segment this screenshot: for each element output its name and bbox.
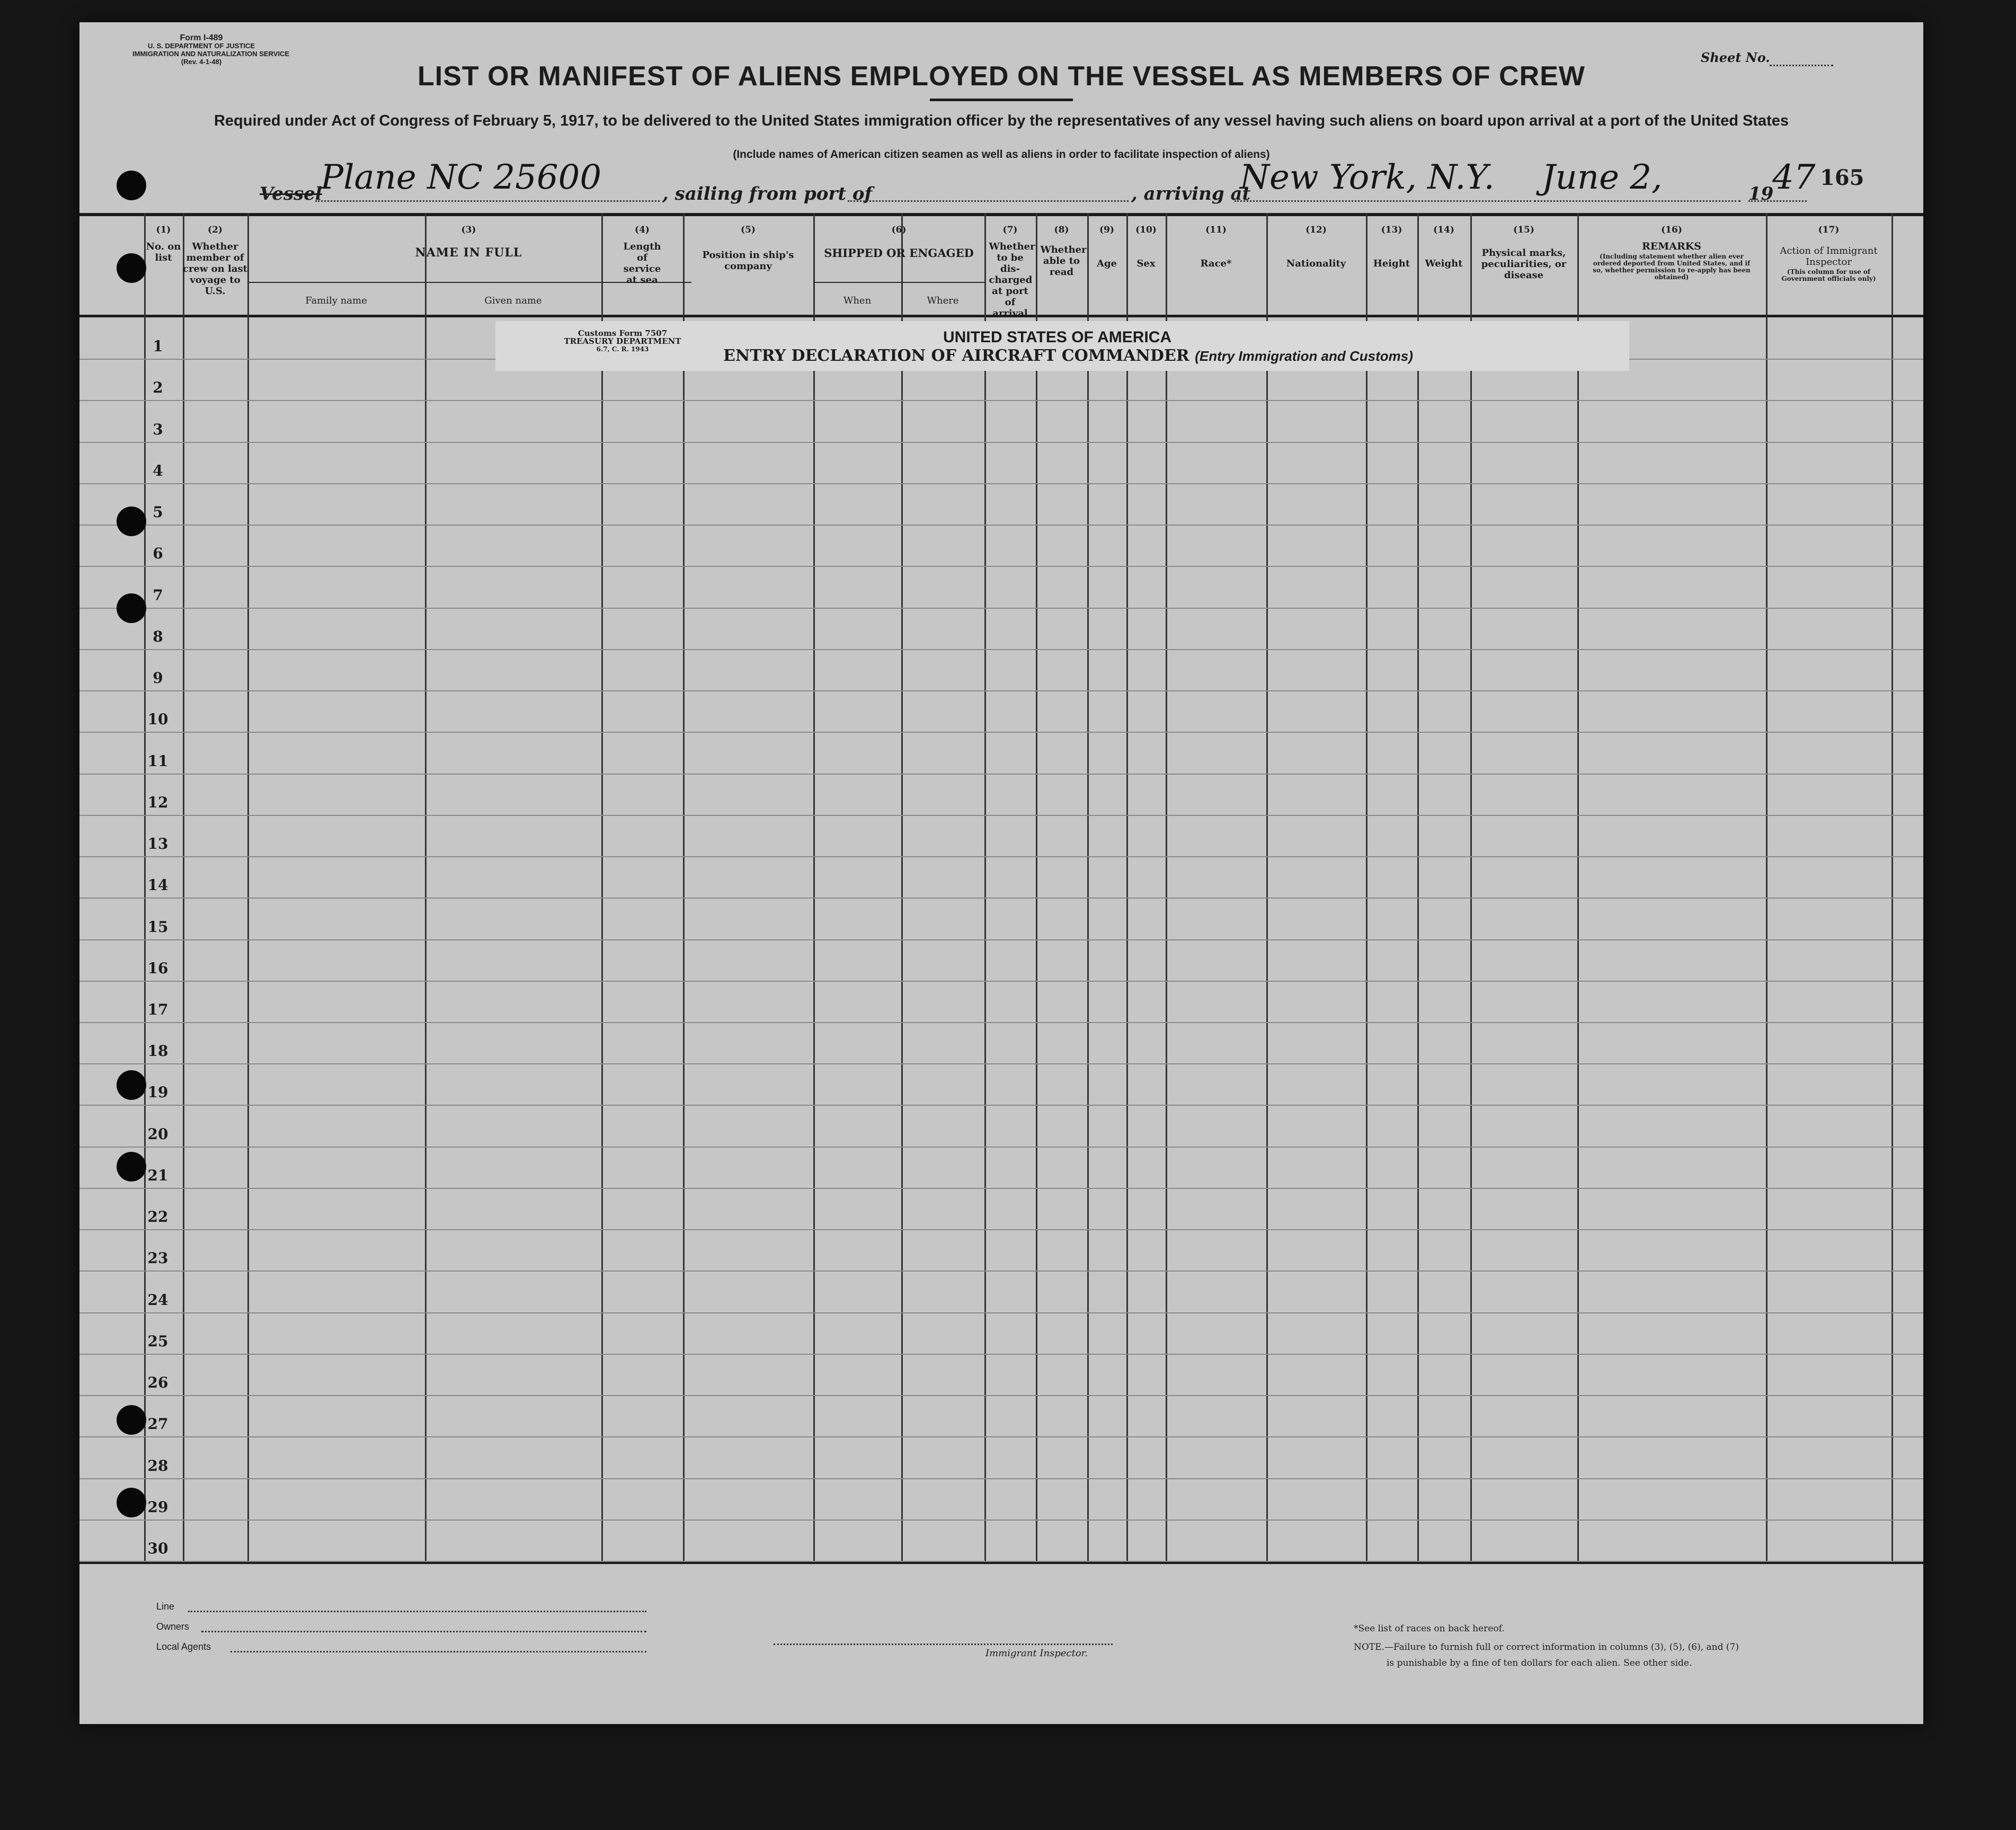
row-number: 21: [147, 1167, 168, 1184]
arriving-at-label: , arriving at: [1131, 183, 1251, 205]
column-header-discharged: (7) Whether to be dis-charged at port of arrival: [989, 225, 1035, 319]
instruction-note: (Include names of American citizen seamen as well as aliens in order to facilitate inspection of aliens): [733, 148, 1270, 161]
punch-hole: [117, 1405, 146, 1435]
row-rule: [79, 1478, 1923, 1479]
year-prefix: 19: [1748, 183, 1774, 205]
owners-field: [201, 1631, 646, 1632]
row-number: 9: [153, 669, 163, 687]
column-header-nationality: (12) Nationality: [1286, 225, 1346, 269]
row-rule: [79, 1312, 1923, 1313]
row-number: 24: [147, 1291, 168, 1309]
row-rule: [79, 400, 1923, 401]
arrival-date-line: [1534, 200, 1740, 202]
row-rule: [79, 1022, 1923, 1023]
column-divider: [1087, 213, 1089, 1562]
punch-hole: [117, 1070, 146, 1100]
column-divider: [247, 213, 249, 1562]
row-number: 20: [147, 1125, 168, 1143]
row-number: 28: [147, 1457, 168, 1474]
column-header-given-name: Given name: [484, 295, 542, 306]
column-header-remarks: (16) REMARKS (Including statement whether alien ever ordered deported from United States, and if so, whether permission to re-apply has been obtained): [1593, 225, 1751, 281]
punch-hole: [117, 1152, 146, 1181]
customs-dept: TREASURY DEPARTMENT: [564, 336, 681, 346]
row-rule: [79, 690, 1923, 691]
column-divider: [1266, 213, 1268, 1562]
row-number: 5: [153, 503, 163, 521]
row-number: 29: [147, 1498, 168, 1516]
row-rule: [79, 1271, 1923, 1272]
column-divider: [183, 213, 184, 1562]
title-underline: [930, 99, 1073, 101]
arrival-date-value: June 2,: [1542, 158, 1663, 197]
column-header-sex: (10) Sex: [1135, 225, 1157, 269]
row-number: 4: [153, 462, 163, 479]
column-header-age: (9) Age: [1096, 225, 1117, 269]
row-number: 12: [147, 794, 168, 811]
row-rule: [79, 608, 1923, 609]
page-title: LIST OR MANIFEST OF ALIENS EMPLOYED ON THE VESSEL AS MEMBERS OF CREW: [418, 61, 1585, 92]
row-number: 15: [147, 918, 168, 936]
revision-date: (Rev. 4-1-48): [181, 58, 222, 66]
column-header-position: (5) Position in ship's company: [702, 225, 794, 272]
form-number: Form I-489: [180, 33, 223, 42]
row-number: 23: [147, 1249, 168, 1267]
punch-hole: [117, 1488, 146, 1517]
row-rule: [79, 1188, 1923, 1189]
row-number: 14: [147, 876, 168, 894]
page-subtitle: Required under Act of Congress of February 5, 1917, to be delivered to the United States immigration officer by the representatives of any vessel having such aliens on board upon arrival at a port of the United States: [214, 112, 1789, 129]
column-divider: [601, 213, 603, 1562]
row-rule: [79, 981, 1923, 982]
row-rule: [79, 1520, 1923, 1521]
arriving-at-line: [1235, 200, 1531, 202]
column-header-list-no: (1) No. on list: [146, 225, 181, 263]
vessel-line: [315, 200, 660, 202]
row-number: 30: [147, 1540, 168, 1557]
row-rule: [79, 1063, 1923, 1064]
sailing-from-label: , sailing from port of: [662, 183, 873, 205]
sailing-from-line: [848, 200, 1129, 202]
column-divider: [1766, 213, 1768, 1562]
column-divider: [1577, 213, 1579, 1562]
penalty-note: NOTE.—Failure to furnish full or correct information in columns (3), (5), (6), and (7) is punishable by a fine of ten dollars for each alien. See other side.: [1354, 1642, 1739, 1668]
row-number: 27: [147, 1415, 168, 1433]
manifest-sheet: [79, 22, 1923, 1724]
stamp-heading: UNITED STATES OF AMERICA: [943, 328, 1172, 346]
row-rule: [79, 856, 1923, 857]
line-field: [188, 1611, 646, 1612]
row-number: 26: [147, 1374, 168, 1391]
customs-regulation: 6.7, C. R. 1943: [596, 345, 649, 353]
column-header-when: When: [843, 295, 872, 306]
row-rule: [79, 1354, 1923, 1355]
column-header-able-to-read: (8) Whether able to read: [1040, 225, 1087, 278]
row-rule: [79, 1229, 1923, 1230]
year-value: 47: [1772, 158, 1816, 197]
column-divider: [1366, 213, 1367, 1562]
table-top-rule: [79, 213, 1923, 216]
sheet-number-label: Sheet No.: [1701, 50, 1770, 65]
year-line: [1748, 200, 1807, 202]
race-footnote: *See list of races on back hereof.: [1354, 1623, 1505, 1634]
column-divider: [1891, 213, 1893, 1562]
row-rule: [79, 566, 1923, 567]
row-number: 10: [147, 710, 168, 728]
row-rule: [79, 1395, 1923, 1396]
owners-label: Owners: [156, 1621, 190, 1632]
column-header-physical-marks: (15) Physical marks, peculiarities, or disease: [1481, 225, 1567, 281]
vessel-value: Plane NC 25600: [321, 158, 602, 197]
row-number: 19: [147, 1083, 168, 1101]
row-number: 13: [147, 835, 168, 852]
row-rule: [79, 732, 1923, 733]
row-number: 17: [147, 1001, 168, 1018]
row-rule: [79, 815, 1923, 816]
column-divider: [1036, 213, 1037, 1562]
column-header-name: (3) NAME IN FULL: [415, 225, 522, 260]
row-rule: [79, 1105, 1923, 1106]
column-header-height: (13) Height: [1373, 225, 1410, 269]
column-header-service-length: (4) Length of service at sea: [623, 225, 661, 286]
column-header-weight: (14) Weight: [1425, 225, 1463, 269]
stamp-entry-declaration: ENTRY DECLARATION OF AIRCRAFT COMMANDER (Entry Immigration and Customs): [723, 347, 1413, 365]
column-divider: [984, 213, 986, 1562]
row-rule: [79, 649, 1923, 650]
row-number: 25: [147, 1332, 168, 1350]
row-number: 6: [153, 545, 163, 562]
row-number: 16: [147, 960, 168, 977]
vessel-label: Vessel: [260, 183, 322, 205]
inspector-label: Immigrant Inspector.: [985, 1648, 1088, 1659]
column-divider: [425, 213, 427, 1562]
column-divider: [683, 213, 685, 1562]
shipped-group-rule: [813, 282, 984, 283]
row-number: 18: [147, 1042, 168, 1060]
column-header-inspector-action: (17) Action of Immigrant Inspector (This column for use of Government officials only): [1780, 225, 1878, 282]
row-rule: [79, 442, 1923, 443]
department-name: U. S. DEPARTMENT OF JUSTICE: [148, 42, 255, 50]
column-divider: [1126, 213, 1128, 1562]
service-name: IMMIGRATION AND NATURALIZATION SERVICE: [132, 50, 290, 58]
row-rule: [79, 774, 1923, 775]
row-rule: [79, 525, 1923, 526]
column-header-race: (11) Race*: [1200, 225, 1232, 269]
column-header-prior-voyage: (2) Whether member of crew on last voyage to U.S.: [183, 225, 247, 297]
row-rule: [79, 1436, 1923, 1437]
row-rule: [79, 1147, 1923, 1148]
customs-form-block: [519, 330, 726, 353]
row-number: 8: [153, 628, 163, 645]
punch-hole: [117, 253, 146, 283]
column-divider: [813, 213, 815, 1562]
row-rule: [79, 1561, 1923, 1562]
column-divider: [901, 213, 903, 1562]
inspector-signature-line: [774, 1644, 1113, 1645]
column-header-where: Where: [927, 295, 959, 306]
row-number: 11: [147, 752, 168, 770]
row-number: 1: [153, 337, 163, 355]
row-rule: [79, 939, 1923, 940]
punch-hole: [117, 507, 146, 536]
row-number: 2: [153, 379, 163, 396]
page-number: 165: [1820, 165, 1864, 190]
customs-form-number: Customs Form 7507: [578, 328, 668, 338]
punch-hole: [117, 171, 146, 200]
arriving-at-value: New York, N.Y.: [1240, 158, 1495, 197]
local-agents-field: [230, 1651, 646, 1653]
column-divider: [1417, 213, 1419, 1562]
local-agents-label: Local Agents: [156, 1641, 211, 1652]
column-header-family-name: Family name: [305, 295, 367, 306]
column-divider: [1470, 213, 1472, 1562]
row-number: 22: [147, 1208, 168, 1225]
column-header-shipped: (6) SHIPPED OR ENGAGED: [824, 225, 974, 260]
line-label: Line: [156, 1601, 175, 1612]
punch-hole: [117, 593, 146, 623]
column-divider: [1166, 213, 1167, 1562]
row-rule: [79, 483, 1923, 484]
row-number: 3: [153, 421, 163, 438]
row-rule: [79, 898, 1923, 899]
row-number: 7: [153, 587, 163, 604]
